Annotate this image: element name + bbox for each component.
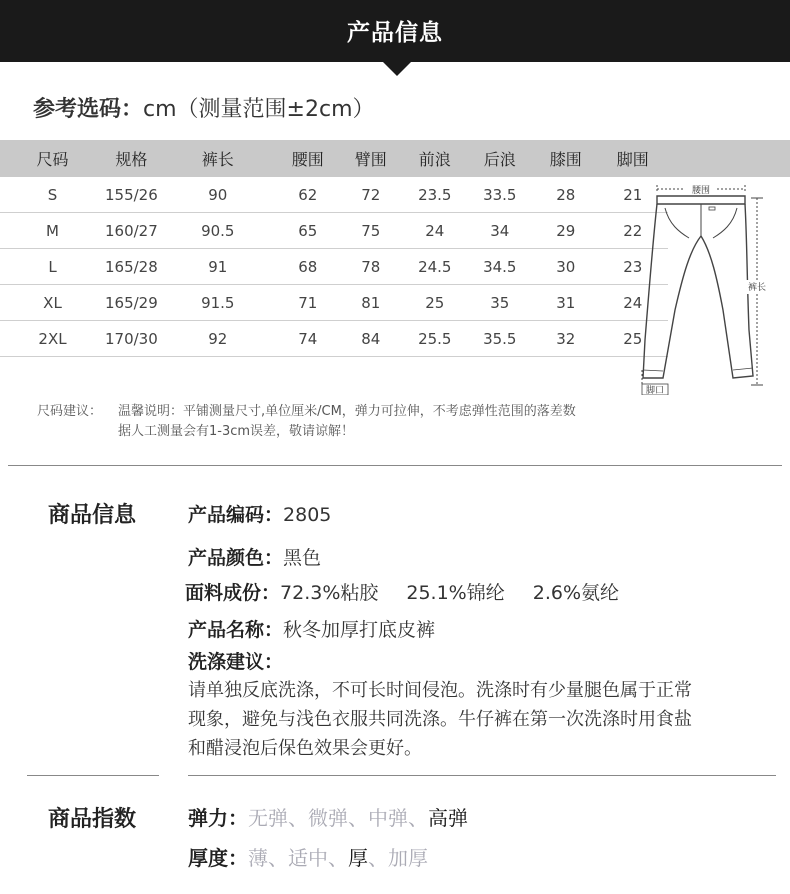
option-separator: 、 bbox=[288, 806, 308, 830]
wash-line: 现象，避免与浅色衣服共同洗涤。牛仔裤在第一次洗涤时用食盐 bbox=[188, 709, 692, 730]
elasticity-row bbox=[188, 802, 468, 831]
divider bbox=[27, 775, 159, 776]
size-table-header-cell: 腰围 bbox=[278, 140, 338, 177]
fabric-label: 面料成份： bbox=[185, 582, 281, 604]
size-table-cell: 28 bbox=[534, 177, 598, 213]
size-table-cell: 62 bbox=[278, 177, 338, 213]
size-table-cell: 25 bbox=[598, 321, 668, 357]
size-table-header-cell: 后浪 bbox=[466, 140, 534, 177]
size-table-cell: 74 bbox=[278, 321, 338, 357]
elasticity-option: 无弹 bbox=[248, 806, 288, 830]
product-name-label: 产品名称： bbox=[188, 619, 284, 641]
elasticity-option: 高弹 bbox=[428, 806, 468, 830]
size-table-cell: 81 bbox=[338, 285, 404, 321]
size-table-cell: 72 bbox=[338, 177, 404, 213]
size-reference-heading bbox=[33, 92, 375, 123]
banner-arrow-pointer bbox=[383, 62, 411, 76]
thickness-option: 薄 bbox=[248, 846, 268, 870]
size-table-header-cell: 脚围 bbox=[598, 140, 668, 177]
banner-title: 产品信息 bbox=[347, 20, 443, 46]
fabric-value: 72.3%粘胶 bbox=[280, 582, 379, 604]
option-separator: 、 bbox=[268, 846, 288, 870]
size-table-cell: 90 bbox=[158, 177, 278, 213]
elasticity-label: 弹力： bbox=[188, 806, 248, 830]
length-label: 裤长 bbox=[747, 283, 767, 293]
size-table-cell: 92 bbox=[158, 321, 278, 357]
product-color-value: 黑色 bbox=[283, 547, 322, 569]
thickness-row bbox=[188, 842, 428, 871]
size-suggestion-line: 温馨说明：平铺测量尺寸,单位厘米/CM，弹力可拉伸，不考虑弹性范围的落差数 bbox=[118, 404, 576, 419]
product-index-title: 商品指数 bbox=[48, 807, 137, 832]
size-table-cell: 160/27 bbox=[105, 213, 158, 249]
size-table-row bbox=[0, 249, 668, 285]
size-table-cell: 24.5 bbox=[404, 249, 466, 285]
size-table-row bbox=[0, 285, 668, 321]
size-table bbox=[0, 140, 668, 357]
product-info-title: 商品信息 bbox=[48, 503, 137, 528]
divider bbox=[8, 465, 782, 466]
size-table-cell: 30 bbox=[534, 249, 598, 285]
size-table-cell: 21 bbox=[598, 177, 668, 213]
header-banner bbox=[0, 0, 790, 62]
size-table-header-cell: 规格 bbox=[105, 140, 158, 177]
size-table-cell: 165/29 bbox=[105, 285, 158, 321]
option-separator: 、 bbox=[368, 846, 388, 870]
wash-line: 请单独反底洗涤，不可长时间侵泡。洗涤时有少量腿色属于正常 bbox=[188, 680, 692, 701]
option-separator: 、 bbox=[348, 806, 368, 830]
size-table-header-cell: 膝围 bbox=[534, 140, 598, 177]
thickness-option: 适中 bbox=[288, 846, 328, 870]
size-table-cell: 24 bbox=[598, 285, 668, 321]
size-table-header-cell: 裤长 bbox=[158, 140, 278, 177]
size-table-cell: 25.5 bbox=[404, 321, 466, 357]
size-suggestion-label: 尺码建议： bbox=[37, 404, 103, 419]
size-reference-unit: cm（测量范围±2cm） bbox=[143, 97, 375, 122]
size-table-cell: 35 bbox=[466, 285, 534, 321]
thickness-option: 加厚 bbox=[388, 846, 428, 870]
product-code-row bbox=[188, 500, 331, 527]
size-table-cell: 25 bbox=[404, 285, 466, 321]
product-code-label: 产品编码： bbox=[188, 504, 284, 526]
wash-label-row bbox=[188, 647, 283, 674]
size-table-cell: 71 bbox=[278, 285, 338, 321]
size-table-header-row bbox=[0, 140, 668, 177]
size-table-cell: 91 bbox=[158, 249, 278, 285]
product-color-row bbox=[188, 543, 321, 570]
size-table-cell: 22 bbox=[598, 213, 668, 249]
size-table-cell: 24 bbox=[404, 213, 466, 249]
size-table-cell: 91.5 bbox=[158, 285, 278, 321]
size-table-cell: 75 bbox=[338, 213, 404, 249]
size-table-cell: 78 bbox=[338, 249, 404, 285]
size-table-cell: 170/30 bbox=[105, 321, 158, 357]
size-table-header-cell: 前浪 bbox=[404, 140, 466, 177]
size-table-cell: 34 bbox=[466, 213, 534, 249]
pants-measurement-diagram bbox=[635, 180, 770, 395]
size-table-cell: 33.5 bbox=[466, 177, 534, 213]
divider bbox=[188, 775, 776, 776]
size-table-cell: 65 bbox=[278, 213, 338, 249]
option-separator: 、 bbox=[408, 806, 428, 830]
size-suggestion-text bbox=[118, 402, 638, 442]
option-separator: 、 bbox=[328, 846, 348, 870]
wash-label: 洗涤建议： bbox=[188, 651, 284, 673]
size-table-cell: 2XL bbox=[0, 321, 105, 357]
product-name-value: 秋冬加厚打底皮裤 bbox=[283, 619, 436, 641]
size-table-cell: XL bbox=[0, 285, 105, 321]
size-table-cell: 84 bbox=[338, 321, 404, 357]
size-reference-label: 参考选码： bbox=[33, 97, 144, 122]
hem-label: 脚口 bbox=[645, 386, 665, 395]
size-table-cell: 165/28 bbox=[105, 249, 158, 285]
fabric-value: 2.6%氨纶 bbox=[532, 582, 620, 604]
size-table-cell: 31 bbox=[534, 285, 598, 321]
elasticity-option: 中弹 bbox=[368, 806, 408, 830]
size-suggestion-line: 据人工测量会有1-3cm误差，敬请谅解！ bbox=[118, 424, 355, 439]
thickness-label: 厚度： bbox=[188, 846, 248, 870]
size-table-cell: 35.5 bbox=[466, 321, 534, 357]
size-table-row bbox=[0, 213, 668, 249]
waist-label: 腰围 bbox=[691, 186, 711, 196]
size-table-cell: L bbox=[0, 249, 105, 285]
fabric-value: 25.1%锦纶 bbox=[406, 582, 505, 604]
size-table-cell: 155/26 bbox=[105, 177, 158, 213]
elasticity-option: 微弹 bbox=[308, 806, 348, 830]
product-color-label: 产品颜色： bbox=[188, 547, 284, 569]
size-table-header-cell: 臂围 bbox=[338, 140, 404, 177]
size-table-cell: 29 bbox=[534, 213, 598, 249]
product-code-value: 2805 bbox=[283, 504, 332, 526]
size-table-cell: 34.5 bbox=[466, 249, 534, 285]
size-table-cell: M bbox=[0, 213, 105, 249]
size-table-row bbox=[0, 321, 668, 357]
size-table-cell: 32 bbox=[534, 321, 598, 357]
wash-line: 和醋浸泡后保色效果会更好。 bbox=[188, 738, 422, 759]
size-table-cell: 23.5 bbox=[404, 177, 466, 213]
thickness-option: 厚 bbox=[348, 846, 368, 870]
fabric-row bbox=[185, 578, 619, 605]
size-table-cell: S bbox=[0, 177, 105, 213]
size-table-cell: 68 bbox=[278, 249, 338, 285]
size-table-cell: 23 bbox=[598, 249, 668, 285]
wash-instructions bbox=[188, 676, 748, 763]
size-table-header-cell: 尺码 bbox=[0, 140, 105, 177]
product-name-row bbox=[188, 615, 435, 642]
size-table-cell: 90.5 bbox=[158, 213, 278, 249]
size-table-row bbox=[0, 177, 668, 213]
